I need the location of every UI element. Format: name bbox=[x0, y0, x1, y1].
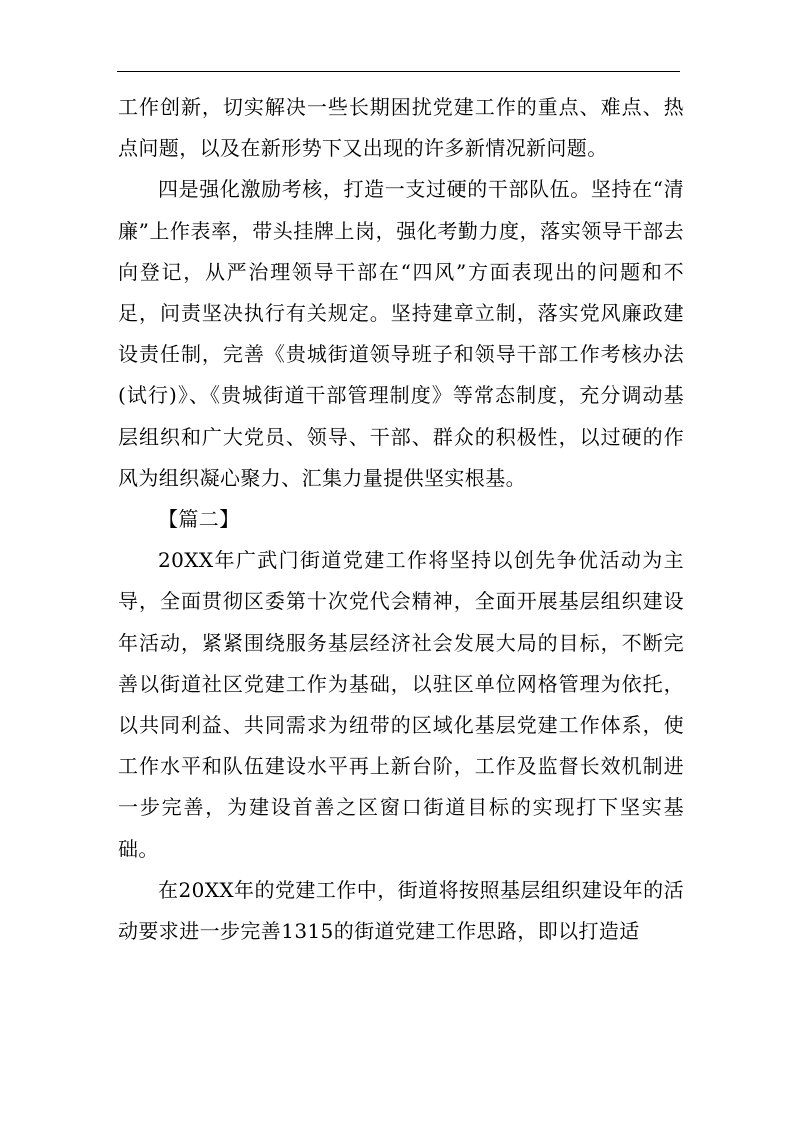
paragraph-continuation: 工作创新，切实解决一些长期困扰党建工作的重点、难点、热点问题，以及在新形势下又出现的许多新情况新问题。 bbox=[118, 95, 684, 161]
paragraph-guangwumen-overview: 20XX年广武门街道党建工作将坚持以创先争优活动为主导，全面贯彻区委第十次党代会精神，全面开展基层组织建设年活动，紧紧围绕服务基层经济社会发展大局的目标，不断完善以街道社区党建工作为基础，以驻区单位网格管理为依托，以共同利益、共同需求为纽带的区域化基层党建工作体系，使工作水平和队伍建设水平再上新台阶，工作及监督长效机制进一步完善，为建设首善之区窗口街道目标的实现打下坚实基础。 bbox=[118, 548, 684, 861]
paragraph-incentive-assessment: 四是强化激励考核，打造一支过硬的干部队伍。坚持在“清廉”上作表率，带头挂牌上岗，强化考勤力度，落实领导干部去向登记，从严治理领导干部在“四风”方面表现出的问题和不足，问责坚决执行有关规定。坚持建章立制，落实党风廉政建设责任制，完善《贵城街道领导班子和领导干部工作考核办法(试行)》、《贵城街道干部管理制度》等常态制度，充分调动基层组织和广大党员、领导、干部、群众的积极性，以过硬的作风为组织凝心聚力、汇集力量提供坚实根基。 bbox=[118, 177, 684, 490]
section-heading-part-two: 【篇二】 bbox=[158, 507, 240, 532]
document-body bbox=[118, 87, 684, 952]
paragraph-work-plan: 在20XX年的党建工作中，街道将按照基层组织建设年的活动要求进一步完善1315的街道党建工作思路，即以打造适 bbox=[118, 877, 684, 944]
header-rule bbox=[117, 71, 680, 72]
